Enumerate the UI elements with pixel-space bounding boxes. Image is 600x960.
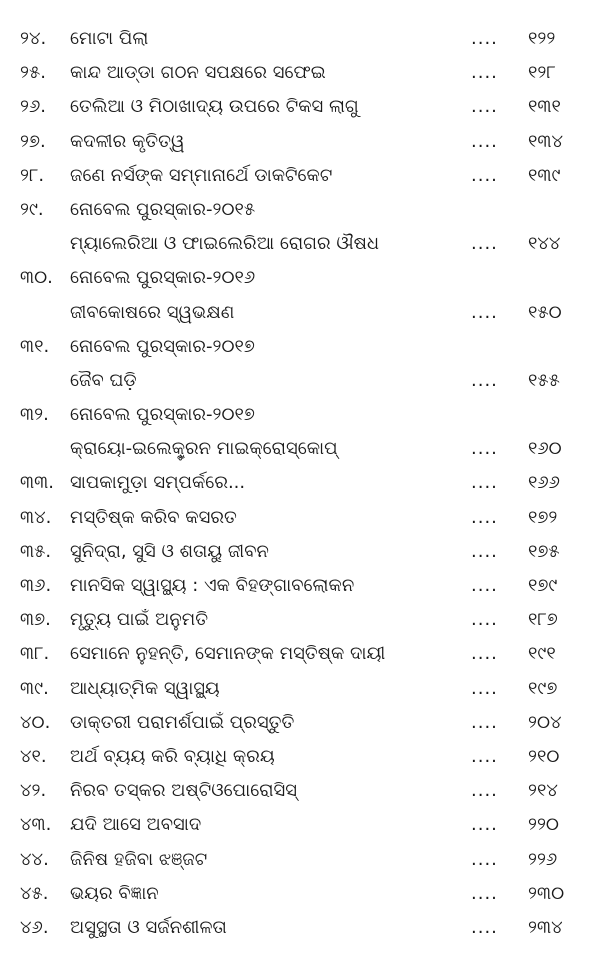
chapter-title: ନିରବ ତସ୍କର ଅଷ୍ଟିଓପୋରୋସିସ୍ xyxy=(70,780,298,802)
table-of-contents xyxy=(0,22,600,945)
toc-row xyxy=(0,535,600,569)
page-number: ୧୯୭ xyxy=(528,677,558,699)
chapter-title: ନୋବେଲ ପୁରସ୍କାର-୨୦୧୭ xyxy=(70,404,255,426)
toc-row xyxy=(0,501,600,535)
page-number: ୧୫୫ xyxy=(528,369,560,391)
toc-row xyxy=(0,672,600,706)
chapter-number: ୩୬. xyxy=(20,575,52,596)
toc-row xyxy=(0,125,600,159)
chapter-title: ଜୈବ ଘଡ଼ି xyxy=(70,369,137,391)
chapter-title: ଅସୁସ୍ଥତା ଓ ସର୍ଜନଶୀଳତା xyxy=(70,916,227,938)
chapter-title: ଜୀବକୋଷରେ ସ୍ୱଭକ୍ଷଣ xyxy=(70,301,235,323)
toc-row xyxy=(0,398,600,432)
chapter-number: ୨୭. xyxy=(20,130,46,152)
chapter-title: ମ୍ୟାଲେରିଆ ଓ ଫାଇଲେରିଆ ରୋଗର ଔଷଧ xyxy=(70,233,380,255)
chapter-title: କାନ୍ଦ ଆଡ୍‌ଡା ଗଠନ ସପକ୍ଷରେ ସଫେଇ xyxy=(70,62,326,84)
toc-row xyxy=(0,432,600,466)
leader-dots: .... xyxy=(471,62,498,84)
toc-row xyxy=(0,637,600,671)
chapter-number: ୩୦. xyxy=(20,267,53,289)
chapter-title: ଅର୍ଥ ବ୍ୟୟ କରି ବ୍ୟାଧି କ୍ରୟ xyxy=(70,745,275,767)
page-number: ୧୬୦ xyxy=(528,438,562,460)
toc-row xyxy=(0,296,600,330)
page-number: ୧୯୧ xyxy=(528,643,556,665)
toc-row xyxy=(0,569,600,603)
chapter-number: ୨୬. xyxy=(20,96,46,118)
leader-dots: .... xyxy=(471,301,498,323)
page-number: ୨୦୪ xyxy=(528,711,562,733)
chapter-number: ୨୫. xyxy=(20,62,46,84)
page-number: ୨୧୪ xyxy=(528,780,558,802)
leader-dots: .... xyxy=(471,369,498,391)
leader-dots: .... xyxy=(471,575,498,596)
page-number: ୧୩୯ xyxy=(528,164,561,186)
chapter-number: ୩୫. xyxy=(20,540,52,562)
toc-row xyxy=(0,740,600,774)
page-number: ୧୪୪ xyxy=(528,233,561,255)
chapter-number: ୩୧. xyxy=(20,335,50,357)
page-number: ୧୩୧ xyxy=(528,96,561,118)
leader-dots: .... xyxy=(471,609,498,631)
chapter-title: ସୁନିଦ୍ରା, ସୁସି ଓ ଶତାୟୁ ଜୀବନ xyxy=(70,540,269,562)
chapter-number: ୪୬. xyxy=(20,916,49,938)
chapter-title: ଆଧ୍ୟାତ୍ମିକ ସ୍ୱାସ୍ଥ୍ୟ xyxy=(70,677,220,699)
chapter-title: ତେଲିଆ ଓ ମିଠାଖାଦ୍ୟ ଉପରେ ଟିକସ ଲାଗୁ xyxy=(70,96,359,118)
chapter-number: ୪୫. xyxy=(20,882,49,904)
toc-row xyxy=(0,603,600,637)
page-number: ୧୬୬ xyxy=(528,472,560,494)
leader-dots: .... xyxy=(471,745,498,767)
page-number: ୧୫୦ xyxy=(528,301,562,323)
chapter-number: ୩୮. xyxy=(20,643,50,665)
toc-row xyxy=(0,706,600,740)
chapter-number: ୩୩. xyxy=(20,472,55,494)
toc-row xyxy=(0,911,600,945)
toc-row xyxy=(0,56,600,90)
leader-dots: .... xyxy=(471,916,498,938)
leader-dots: .... xyxy=(471,814,498,836)
chapter-title: ନୋବେଲ ପୁରସ୍କାର-୨୦୧୫ xyxy=(70,198,256,220)
toc-row xyxy=(0,466,600,500)
page-number: ୧୭୫ xyxy=(528,540,560,562)
chapter-number: ୪୧. xyxy=(20,745,47,767)
page-number: ୧୮୭ xyxy=(528,609,558,631)
chapter-title: ଜଣେ ନର୍ସଙ୍କ ସମ୍ମାନାର୍ଥେ ଡାକଟିକେଟ xyxy=(70,164,333,186)
leader-dots: .... xyxy=(471,438,498,460)
chapter-title: ମସ୍ତିଷ୍କ କରିବ କସରତ xyxy=(70,506,237,528)
page-number: ୨୨୬ xyxy=(528,848,558,870)
chapter-title: ମାନସିକ ସ୍ୱାସ୍ଥ୍ୟ : ଏକ ବିହଙ୍ଗାବଲୋକନ xyxy=(70,575,355,596)
leader-dots: .... xyxy=(471,130,498,152)
chapter-number: ୨୪. xyxy=(20,28,47,49)
toc-row xyxy=(0,877,600,911)
chapter-number: ୪୪. xyxy=(20,848,49,870)
leader-dots: .... xyxy=(471,506,498,528)
chapter-title: ସେମାନେ ନୁହନ୍ତି, ସେମାନଙ୍କ ମସ୍ତିଷ୍କ ଦାୟୀ xyxy=(70,643,386,665)
leader-dots: .... xyxy=(471,882,498,904)
toc-row xyxy=(0,159,600,193)
chapter-number: ୪୦. xyxy=(20,711,51,733)
chapter-number: ୩୪. xyxy=(20,506,52,528)
toc-row xyxy=(0,227,600,261)
page-number: ୧୨୮ xyxy=(528,62,556,84)
leader-dots: .... xyxy=(471,233,498,255)
toc-row xyxy=(0,808,600,842)
toc-row xyxy=(0,774,600,808)
chapter-title: କ୍ରାୟୋ-ଇଲେକ୍ଟ୍ରନ ମାଇକ୍ରୋସ୍କୋପ୍ xyxy=(70,438,338,460)
chapter-number: ୩୨. xyxy=(20,404,49,426)
leader-dots: .... xyxy=(471,540,498,562)
page-number: ୨୧୦ xyxy=(528,745,560,767)
toc-row xyxy=(0,364,600,398)
chapter-number: ୨୯. xyxy=(20,198,44,220)
chapter-title: ଯଦି ଆସେ ଅବସାଦ xyxy=(70,814,202,836)
chapter-title: ନୋବେଲ ପୁରସ୍କାର-୨୦୧୬ xyxy=(70,267,256,289)
page-number: ୨୩୪ xyxy=(528,916,563,938)
chapter-title: ଡାକ୍ତରୀ ପରାମର୍ଶପାଇଁ ପ୍ରସ୍ତୁତି xyxy=(70,711,295,733)
chapter-number: ୩୭. xyxy=(20,609,51,631)
leader-dots: .... xyxy=(471,677,498,699)
toc-row xyxy=(0,261,600,295)
page-number: ୧୨୨ xyxy=(528,28,556,49)
leader-dots: .... xyxy=(471,643,498,665)
leader-dots: .... xyxy=(471,780,498,802)
toc-row xyxy=(0,22,600,56)
chapter-number: ୩୯. xyxy=(20,677,49,699)
page-number: ୧୭୨ xyxy=(528,506,558,528)
page-number: ୧୭୯ xyxy=(528,575,558,596)
chapter-title: ମୋଟା ପିଲା xyxy=(70,28,149,49)
toc-row xyxy=(0,843,600,877)
chapter-title: ସାପକାମୁଡ଼ା ସମ୍ପର୍କରେ... xyxy=(70,472,246,494)
leader-dots: .... xyxy=(471,472,498,494)
chapter-title: ମୃତ୍ୟୁ ପାଇଁ ଅନୁମତି xyxy=(70,609,209,631)
leader-dots: .... xyxy=(471,96,498,118)
leader-dots: .... xyxy=(471,711,498,733)
chapter-number: ୪୨. xyxy=(20,780,47,802)
leader-dots: .... xyxy=(471,848,498,870)
page-number: ୧୩୪ xyxy=(528,130,564,152)
chapter-number: ୨୮. xyxy=(20,164,45,186)
leader-dots: .... xyxy=(471,164,498,186)
page-number: ୨୨୦ xyxy=(528,814,559,836)
chapter-title: ନୋବେଲ ପୁରସ୍କାର-୨୦୧୭ xyxy=(70,335,255,357)
toc-row xyxy=(0,193,600,227)
chapter-title: ଜିନିଷ ହଜିବା ଝଞ୍ଜଟ xyxy=(70,848,208,870)
chapter-title: ଭୟର ବିଜ୍ଞାନ xyxy=(70,882,159,904)
chapter-title: କଦଳୀର କୃତିତ୍ୱ xyxy=(70,130,185,152)
chapter-number: ୪୩. xyxy=(20,814,52,836)
toc-row xyxy=(0,330,600,364)
toc-row xyxy=(0,90,600,124)
page-number: ୨୩୦ xyxy=(528,882,565,904)
leader-dots: .... xyxy=(471,28,498,49)
